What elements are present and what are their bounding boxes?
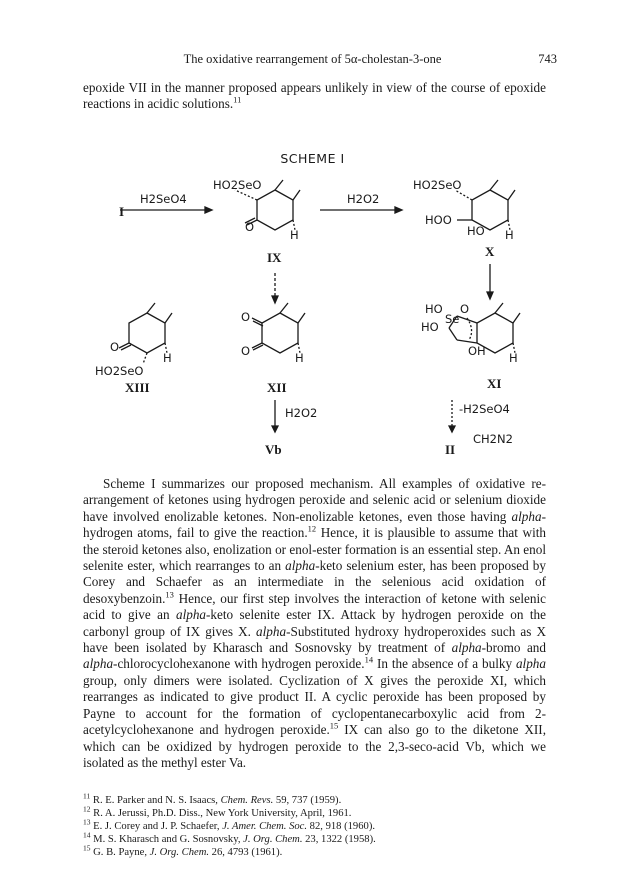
footnote-ref: 11 [233, 95, 242, 106]
footnote-text: G. B. Payne, [93, 847, 150, 858]
label-h-ix: H [290, 228, 299, 242]
text-run: -keto selenium ester, has been proposed by Corey and Schaefer as an intermediate in the selenious acid oxidation of desoxybenzoin. [83, 558, 546, 606]
label-h-xi: H [509, 351, 518, 365]
compound-xiii: XIII [125, 380, 150, 395]
compound-x: X [485, 244, 495, 259]
compound-ii: II [445, 442, 456, 457]
reagent-h2o2-2: H2O2 [285, 406, 318, 420]
label-o-xii-2: O [241, 344, 251, 358]
footnote-ref: 15 [329, 720, 339, 731]
reagent-minus-h2seo4: -H2SeO4 [459, 402, 510, 416]
italic-run: alpha [285, 558, 316, 574]
text-run: group, only dimers were isolated. Cyclization of X gives the peroxide XI, which rearranges as indicated to give product II. A cyclic peroxide has been proposed by Payne to account for the formation of cyclopentanecarboxylic acid from 2-acetylcyclohexanone and hydrogen peroxide. [83, 672, 546, 738]
footnote-number: 13 [83, 817, 91, 827]
arrow-2-head [395, 207, 402, 213]
main-paragraph [83, 476, 546, 771]
reagent-h2o2-1: H2O2 [347, 192, 380, 206]
footnote [83, 830, 553, 846]
footnote-number: 15 [83, 843, 91, 853]
footnote-ref: 13 [165, 589, 174, 600]
italic-run: alpha [256, 623, 287, 639]
top-paragraph-text: epoxide VII in the manner proposed appears unlikely in view of the course of epoxide reactions in acidic solutions. [83, 80, 546, 112]
footnote-text: 23, 1322 (1958). [302, 834, 376, 845]
label-se-xi: Se [445, 312, 460, 326]
label-oh-xi: OH [468, 344, 486, 358]
footnote-text: E. J. Corey and J. P. Schaefer, [93, 821, 223, 832]
footnote-ref: 14 [364, 655, 374, 666]
compound-xi: XI [487, 376, 502, 391]
text-run: In the absence of a bulky [373, 656, 516, 672]
arrow-1-head [205, 207, 212, 213]
ring-xii [262, 313, 298, 353]
label-o-ix: O [245, 220, 255, 234]
label-o-xi: O [460, 302, 470, 316]
text-run: -hydrogen atoms, fail to give the reaction. [83, 508, 546, 541]
scheme-drawing [95, 168, 575, 468]
italic-run: alpha [175, 607, 207, 623]
label-o-xii-1: O [241, 310, 251, 324]
compound-xii: XII [267, 380, 287, 395]
footnotes [83, 791, 553, 859]
page-header [0, 52, 625, 70]
footnote [83, 843, 553, 859]
label-ho-xi-2: HO [421, 320, 439, 334]
label-hoo-x: HOO [425, 213, 452, 227]
text-run: Hence, it is plausible to assume that with the steroid ketones also, enolization or enol-ester formation is an essential step. An enol selenite ester, which rearranges to an [83, 525, 547, 574]
text-run: Hence, our first step involves the interaction of ketone with selenic acid to give an [83, 590, 546, 623]
page-number: 743 [538, 52, 557, 66]
ring-ix [257, 190, 293, 230]
footnote-text: 59, 737 (1959). [273, 795, 342, 806]
scheme-title: SCHEME I [280, 151, 345, 166]
reagent-h2seo4: H2SeO4 [140, 192, 187, 206]
label-ho2seo-x: HO2SeO [413, 178, 462, 192]
label-h-xii: H [295, 351, 304, 365]
footnote-number: 12 [83, 804, 91, 814]
italic-run: alpha [515, 656, 546, 672]
footnote-journal: J. Amer. Chem. Soc. [222, 821, 308, 832]
ring-xiii [129, 313, 165, 353]
label-o-xiii: O [110, 340, 120, 354]
text-run: -bromo and [481, 640, 546, 656]
footnote-journal: J. Org. Chem. [243, 834, 303, 845]
label-ho2seo-xiii: HO2SeO [95, 364, 144, 378]
text-run: -chlorocyclohexanone with hydrogen peroxide. [113, 656, 365, 672]
compound-vb: Vb [265, 442, 282, 457]
footnote-text: 26, 4793 (1961). [209, 847, 283, 858]
footnote-text: 82, 918 (1960). [307, 821, 376, 832]
footnote [83, 804, 553, 820]
footnote-text: M. S. Kharasch and G. Sosnovsky, [93, 834, 244, 845]
text-run: -keto selenite ester IX. Attack by hydrogen peroxide on the carbonyl group of IX gives X. [83, 607, 546, 639]
text-run: -Substituted hydroxy hydroperoxides such as X have been isolated by Kharasch and Sosnovsky by treatment of [83, 623, 546, 656]
footnote-text: R. A. Jerussi, Ph.D. Diss., New York University, April, 1961. [93, 808, 352, 819]
top-paragraph [83, 80, 546, 113]
italic-run: alpha [83, 656, 114, 672]
footnote-ref: 12 [307, 523, 317, 534]
label-ho-xi-1: HO [425, 302, 443, 316]
compound-ix: IX [267, 250, 282, 265]
label-h-xiii: H [163, 351, 172, 365]
text-run: Scheme I summarizes our proposed mechanism. All examples of oxidative re-arrangement of ketones using hydrogen peroxide and selenic acid or selenium dioxide have involved enolizable ketones. Non-enolizable ketones, even those having [83, 476, 546, 524]
footnote [83, 791, 553, 807]
label-h-x: H [505, 228, 514, 242]
italic-run: alpha [511, 508, 542, 524]
reaction-scheme [95, 168, 575, 468]
text-run: IX can also go to the diketone XII, which can be oxidized by hydrogen peroxide to the 2,3-seco-acid Vb, which we isolated as the methyl ester Va. [83, 722, 546, 770]
reagent-ch2n2: CH2N2 [473, 432, 513, 446]
compound-i: I [119, 204, 125, 219]
footnote [83, 817, 553, 833]
footnote-number: 14 [83, 830, 91, 840]
footnote-text: R. E. Parker and N. S. Isaacs, [92, 795, 221, 806]
label-ho2seo-ix: HO2SeO [213, 178, 262, 192]
footnote-journal: J. Org. Chem. [149, 847, 209, 858]
label-ho-x: HO [467, 224, 485, 238]
footnote-journal: Chem. Revs. [220, 795, 274, 806]
footnote-number: 11 [83, 791, 91, 801]
running-title: The oxidative rearrangement of 5α-cholestan-3-one [183, 52, 442, 66]
italic-run: alpha [451, 640, 482, 656]
